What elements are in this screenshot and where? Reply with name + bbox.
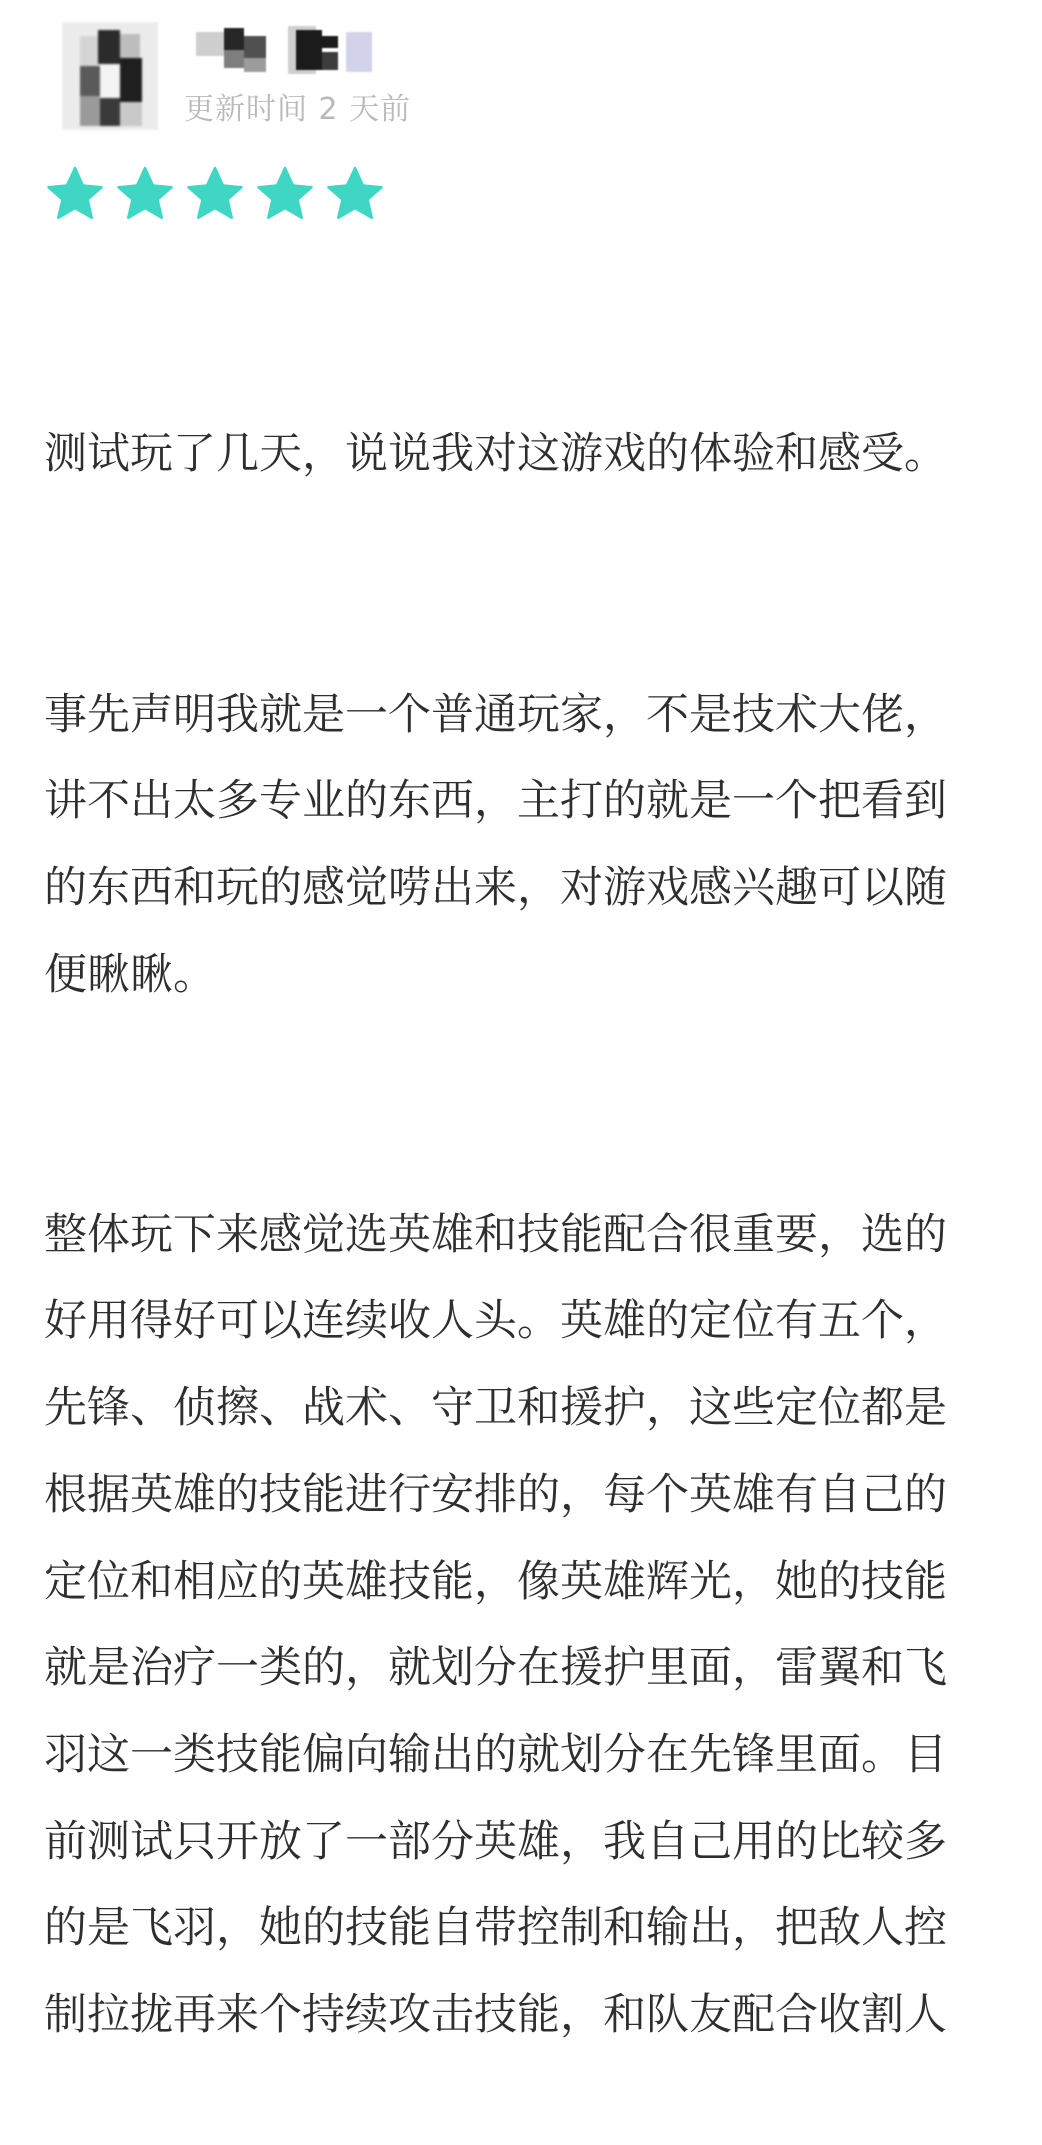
review-paragraph: 事先声明我就是一个普通玩家，不是技术大佬，讲不出太多专业的东西，主打的就是一个把看到的东西和玩的感觉唠出来，对游戏感兴趣可以随便瞅瞅。 [44,689,947,1000]
update-time: 更新时间 2 天前 [184,92,412,127]
star-icon [184,164,246,224]
star-icon [114,164,176,224]
star-rating [44,164,386,224]
review-paragraph: 测试玩了几天，说说我对这游戏的体验和感受。 [44,429,947,480]
avatar[interactable] [62,22,158,130]
review-header [0,0,1042,160]
star-icon [44,164,106,224]
star-icon [324,164,386,224]
star-icon [254,164,316,224]
review-paragraph: 整体玩下来感觉选英雄和技能配合很重要，选的好用得好可以连续收人头。英雄的定位有五个，先锋、侦擦、战术、守卫和援护，这些定位都是根据英雄的技能进行安排的，每个英雄有自己的定位和相应的英雄技能，像英雄辉光，她的技能就是治疗一类的，就划分在援护里面，雷翼和飞羽这一类技能偏向输出的就划分在先锋里面。目前测试只开放了一部分英雄，我自己用的比较多的是飞羽，她的技能自带控制和输出，把敌人控制拉拢再来个持续攻击技能，和队友配合收割人 [44,1209,947,2041]
username[interactable] [196,22,386,80]
review-text [44,238,974,2145]
